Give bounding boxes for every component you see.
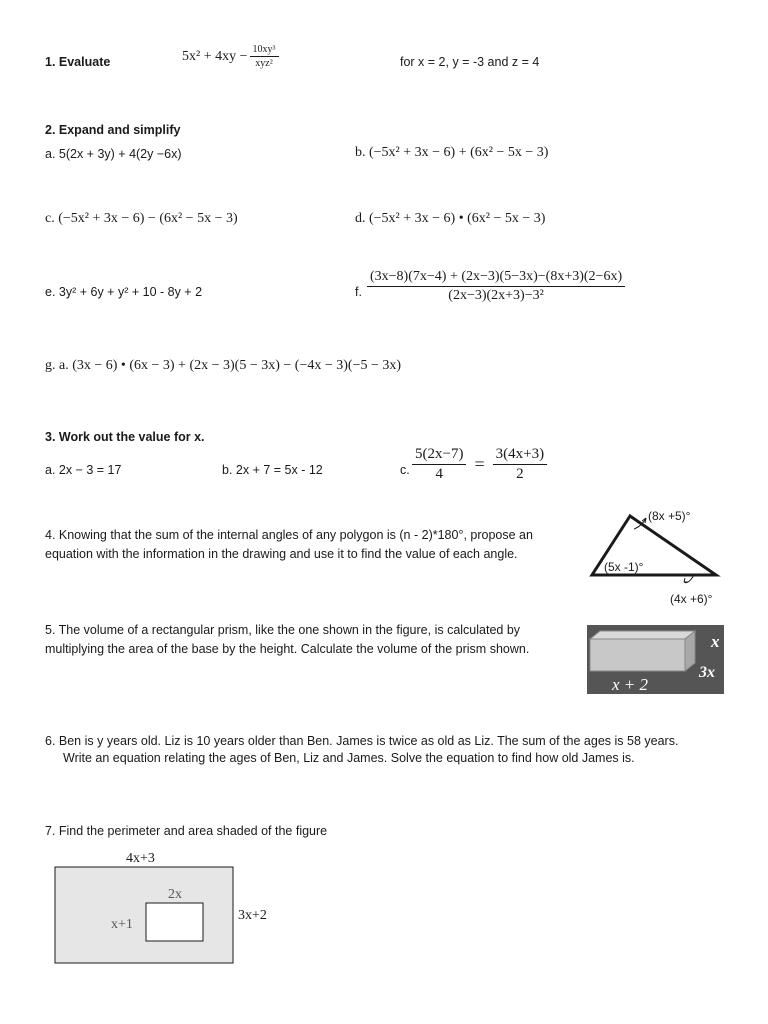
q3-c-left-fraction: [412, 446, 466, 483]
q2-a: a. 5(2x + 3y) + 4(2y −6x): [45, 147, 182, 161]
q3-c-equation: [412, 446, 547, 483]
q3-c-equals: =: [474, 454, 485, 474]
q3-title: 3. Work out the value for x.: [45, 430, 205, 444]
q3-c-right-fraction: [493, 446, 547, 483]
q1-expression: [182, 44, 279, 69]
angle-right-label: (4x +6)°: [670, 592, 713, 606]
q1-fraction: [250, 44, 279, 69]
q1-fraction-numerator: 10xy³: [250, 44, 279, 57]
outer-width-label: 4x+3: [126, 851, 155, 866]
q3-b: b. 2x + 7 = 5x - 12: [222, 463, 323, 477]
q5-text: 5. The volume of a rectangular prism, like the one shown in the figure, is calculated by multiplying the area of the base by the height. Calculate the volume of the prism shown.: [45, 623, 530, 656]
q1-label: 1. Evaluate: [45, 55, 111, 69]
q7-figure: [50, 845, 290, 970]
angle-left-label: (5x -1)°: [604, 560, 644, 574]
prism-length-label: x + 2: [612, 675, 649, 694]
q1-condition: for x = 2, y = -3 and z = 4: [400, 55, 540, 69]
q2-f-label: f.: [355, 285, 362, 299]
prism-width-label: 3x: [699, 664, 715, 681]
angle-top-label: (8x +5)°: [648, 509, 691, 523]
q5-prism-figure: [587, 625, 724, 694]
outer-rectangle: [55, 867, 233, 963]
prism-height-label: x: [711, 632, 720, 651]
inner-width-label: 2x: [168, 887, 182, 902]
q6-line2: Write an equation relating the ages of Ben, Liz and James. Solve the equation to find how old James is.: [63, 751, 635, 765]
q3-c-label: c.: [400, 463, 410, 477]
q2-f-denominator: (2x−3)(2x+3)−3²: [448, 288, 544, 303]
prism-top-face: [590, 631, 695, 639]
q2-g: g. a. (3x − 6) • (6x − 3) + (2x − 3)(5 − 3x) − (−4x − 3)(−5 − 3x): [45, 358, 402, 373]
q2-d: d. (−5x² + 3x − 6) • (6x² − 5x − 3): [355, 211, 546, 226]
prism-front-face: [590, 639, 685, 671]
outer-height-label: 3x+2: [238, 908, 267, 923]
q7-text: 7. Find the perimeter and area shaded of the figure: [45, 824, 328, 838]
q2-f-numerator: (3x−8)(7x−4) + (2x−3)(5−3x)−(8x+3)(2−6x): [367, 269, 625, 287]
q4-triangle-figure: [580, 502, 760, 612]
q2-b: b. (−5x² + 3x − 6) + (6x² − 5x − 3): [355, 145, 549, 160]
q1-expr-main: 5x² + 4xy −: [182, 48, 248, 64]
right-angle-arrowhead: [684, 578, 688, 582]
q2-f-fraction: [367, 269, 625, 304]
q3-c-left-numerator: 5(2x−7): [412, 446, 466, 465]
q3-c-left-denominator: 4: [435, 466, 443, 482]
q3-c-right-numerator: 3(4x+3): [493, 446, 547, 465]
q3-a: a. 2x − 3 = 17: [45, 463, 122, 477]
q6-line1: 6. Ben is y years old. Liz is 10 years older than Ben. James is twice as old as Liz. The sum of the ages is 58 years.: [45, 734, 679, 748]
q2-c: c. (−5x² + 3x − 6) − (6x² − 5x − 3): [45, 211, 238, 226]
q2-title: 2. Expand and simplify: [45, 123, 181, 137]
q3-c-right-denominator: 2: [516, 466, 524, 482]
inner-rectangle: [146, 903, 203, 941]
q4-text: 4. Knowing that the sum of the internal angles of any polygon is (n - 2)*180°, propose an equation with the information in the drawing and use it to find the value of each angle.: [45, 528, 533, 561]
q2-e: e. 3y² + 6y + y² + 10 - 8y + 2: [45, 285, 203, 299]
q1-fraction-denominator: xyz²: [255, 58, 273, 69]
inner-height-label: x+1: [111, 917, 133, 932]
